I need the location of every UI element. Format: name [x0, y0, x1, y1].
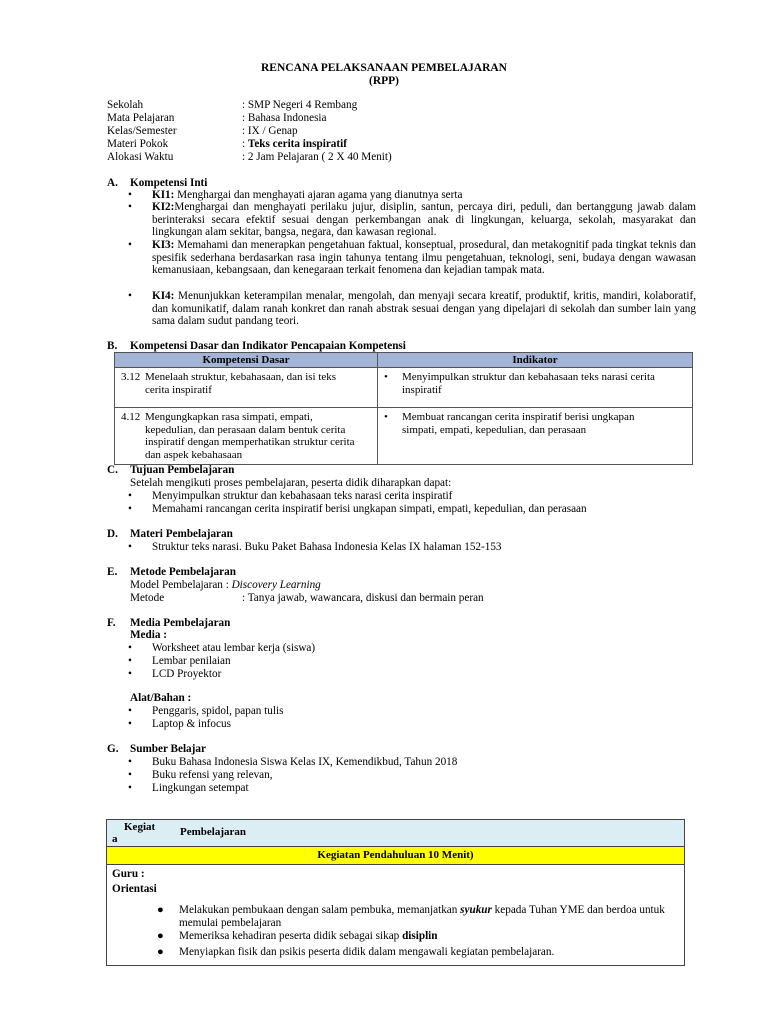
activity-emphasis: syukur [460, 904, 492, 916]
model-value: Discovery Learning [231, 579, 321, 591]
table-cell-indikator [378, 408, 693, 465]
section-title: Sumber Belajar [130, 743, 206, 755]
guru-label: Guru : [112, 868, 145, 880]
bullet-icon: • [384, 411, 388, 423]
kompetensi-table [114, 352, 693, 465]
section-g-heading [107, 743, 206, 756]
list-item [130, 668, 696, 681]
list-item-text: Memahami rancangan cerita inspiratif berisi ungkapan simpati, empati, kepedulian, dan perasaan [152, 503, 587, 515]
activity-table [106, 819, 685, 966]
activity-text: Memeriksa kehadiran peserta didik sebagai sikap [179, 930, 403, 942]
section-title: Materi Pembelajaran [130, 528, 233, 540]
section-title: Media Pembelajaran [130, 617, 231, 629]
info-label: Sekolah [107, 99, 144, 111]
table-cell-kd [115, 408, 378, 465]
activity-text: kepada Tuhan YME dan berdoa untuk memulai pembelajaran [179, 904, 665, 929]
bullet-icon: • [384, 371, 388, 383]
ki-key: KI3: [152, 239, 175, 251]
metode-row [130, 592, 484, 605]
list-item [130, 655, 696, 668]
ki-text: Menghargai dan menghayati perilaku jujur, disiplin, santun, percaya diri, peduli, dan bertanggung jawab dalam berinteraksi secara efektif sesuai dengan perkembangan anak di lingkungan, keluarga, sekolah, masyarakat dan lingkungan alam sekitar, bangsa, negara, dan kawasan regional. [152, 201, 696, 238]
section-number: B. [107, 340, 118, 352]
table-header-row [115, 353, 693, 368]
activity-bold: disiplin [402, 930, 438, 942]
ki-key: KI1: [152, 189, 175, 201]
kd-number: 4.12 [121, 411, 141, 423]
document-subtitle: (RPP) [368, 75, 399, 87]
list-item [130, 718, 696, 731]
bullet-icon: • [128, 668, 132, 680]
list-item [130, 782, 696, 795]
list-item [130, 490, 696, 503]
list-item-text: Lingkungan setempat [152, 782, 249, 794]
bullet-icon: • [128, 718, 132, 730]
info-value: : SMP Negeri 4 Rembang [242, 99, 358, 111]
section-title: Kompetensi Dasar dan Indikator Pencapaian Kompetensi [130, 340, 406, 352]
list-item [130, 756, 696, 769]
section-title: Kompetensi Inti [130, 177, 208, 189]
list-item-text: LCD Proyektor [152, 668, 222, 680]
bullet-icon: • [128, 201, 132, 213]
col-kegiatan-line2: a [112, 833, 118, 845]
section-number: E. [107, 566, 118, 578]
metode-label: Metode [130, 592, 165, 604]
bullet-icon: • [128, 541, 132, 553]
activity-table-header [107, 820, 684, 847]
indicator-text: Membuat rancangan cerita inspiratif berisi ungkapan simpati, empati, kepedulian, dan perasaan [402, 411, 635, 436]
kd-text: Menelaah struktur, kebahasaan, dan isi teks cerita inspiratif [145, 371, 337, 396]
info-value-bold: Teks cerita inspiratif [247, 138, 347, 150]
bullet-icon: ● [157, 904, 164, 916]
info-value: : Bahasa Indonesia [242, 112, 327, 124]
info-label: Alokasi Waktu [107, 151, 174, 163]
list-item-text: Buku refensi yang relevan, [152, 769, 273, 781]
bullet-icon: • [128, 782, 132, 794]
ki-text: Menunjukkan keterampilan menalar, mengolah, dan menyaji secara kreatif, produktif, kritis, mandiri, kolaboratif, dan komunikatif, dalam ranah konkret dan ranah abstrak sesuai dengan yang dipelajari di sekolah dan sumber lain yang sama dalam sudut pandang teori. [152, 290, 696, 327]
list-item-text: Buku Bahasa Indonesia Siswa Kelas IX, Kemendikbud, Tahun 2018 [152, 756, 458, 768]
list-item [130, 642, 696, 655]
list-item [130, 705, 696, 718]
activity-item [157, 946, 667, 959]
col-pembelajaran: Pembelajaran [180, 826, 246, 838]
table-row [115, 368, 693, 408]
ki-text: Memahami dan menerapkan pengetahuan faktual, konseptual, prosedural, dan metakognitif pada tingkat teknis dan spesifik sederhana berdasarkan rasa ingin tahunya tentang ilmu pengetahuan, teknologi, seni, budaya dengan wawasan kemanusiaan, kebangsaan, dan kenegaraan terkait fenomena dan kejadian tampak mata. [152, 239, 696, 276]
list-item-text: Struktur teks narasi. Buku Paket Bahasa Indonesia Kelas IX halaman 152-153 [152, 541, 502, 553]
section-d-heading [107, 528, 233, 541]
bullet-icon: • [128, 642, 132, 654]
section-number: A. [107, 177, 118, 189]
bullet-icon: • [128, 290, 132, 302]
document-title: RENCANA PELAKSANAAN PEMBELAJARAN [261, 62, 507, 74]
info-prefix: : [242, 138, 248, 150]
table-header-kd: Kompetensi Dasar [115, 353, 378, 368]
col-kegiatan-line1: Kegiat [124, 821, 156, 833]
alat-label: Alat/Bahan : [130, 692, 192, 704]
activity-text: Melakukan pembukaan dengan salam pembuka, memanjatkan [179, 904, 461, 916]
section-f-heading [107, 617, 230, 630]
activity-text: Menyiapkan fisik dan psikis peserta didik dalam mengawali kegiatan pembelajaran. [179, 946, 555, 958]
bullet-icon: • [128, 769, 132, 781]
list-item-ki4 [130, 290, 696, 328]
bullet-icon: • [128, 705, 132, 717]
kd-number: 3.12 [121, 371, 141, 383]
activity-item [157, 904, 667, 930]
list-item-text: Penggaris, spidol, papan tulis [152, 705, 284, 717]
bullet-icon: • [128, 490, 132, 502]
indicator-text: Menyimpulkan struktur dan kebahasaan teks narasi cerita inspiratif [402, 371, 655, 396]
section-number: D. [107, 528, 118, 540]
info-label: Mata Pelajaran [107, 112, 175, 124]
section-title: Metode Pembelajaran [130, 566, 236, 578]
list-item [130, 541, 696, 554]
bullet-icon: • [128, 756, 132, 768]
ki-key: KI4: [152, 290, 175, 302]
list-item [130, 769, 696, 782]
info-label: Kelas/Semester [107, 125, 177, 137]
list-item-text: Worksheet atau lembar kerja (siswa) [152, 642, 316, 654]
section-e-heading [107, 566, 236, 579]
list-item-text: Laptop & infocus [152, 718, 231, 730]
section-number: F. [107, 617, 116, 629]
bullet-icon: • [128, 189, 132, 201]
phase-banner: Kegiatan Pendahuluan 10 Menit) [107, 847, 684, 865]
table-row [115, 408, 693, 465]
section-number: G. [107, 743, 119, 755]
list-item-text: Lembar penilaian [152, 655, 231, 667]
section-title: Tujuan Pembelajaran [130, 464, 235, 476]
info-value: : 2 Jam Pelajaran ( 2 X 40 Menit) [242, 151, 392, 163]
orientasi-label: Orientasi [112, 883, 157, 895]
info-value [242, 138, 347, 151]
bullet-icon: ● [157, 930, 164, 942]
list-item-ki1 [130, 189, 696, 202]
model-row: Model Pembelajaran : Discovery Learning [130, 579, 321, 591]
info-label: Materi Pokok [107, 138, 169, 150]
section-number: C. [107, 464, 118, 476]
table-cell-kd [115, 368, 378, 408]
section-c-heading [107, 464, 234, 477]
table-header-indikator: Indikator [378, 353, 693, 368]
ki-key: KI2: [152, 201, 175, 213]
tujuan-intro: Setelah mengikuti proses pembelajaran, peserta didik diharapkan dapat: [130, 477, 452, 489]
media-label: Media : [130, 629, 167, 641]
list-item [130, 503, 696, 516]
list-item-text: Menyimpulkan struktur dan kebahasaan teks narasi cerita inspiratif [152, 490, 453, 502]
ki-text: Menghargai dan menghayati ajaran agama yang dianutnya serta [174, 189, 463, 201]
metode-value: : Tanya jawab, wawancara, diskusi dan bermain peran [242, 592, 484, 604]
model-label: Model Pembelajaran [130, 579, 223, 591]
bullet-icon: ● [157, 946, 164, 958]
kd-text: Mengungkapkan rasa simpati, empati, kepedulian, dan perasaan dalam bentuk cerita inspiratif dengan memperhatikan struktur cerita dan aspek kebahasaan [145, 411, 355, 461]
activity-item [157, 930, 667, 943]
list-item-ki3 [130, 239, 696, 277]
bullet-icon: • [128, 655, 132, 667]
list-item-ki2 [130, 201, 696, 239]
bullet-icon: • [128, 503, 132, 515]
bullet-icon: • [128, 239, 132, 251]
activity-body [107, 865, 684, 965]
table-cell-indikator [378, 368, 693, 408]
info-value: : IX / Genap [242, 125, 298, 137]
